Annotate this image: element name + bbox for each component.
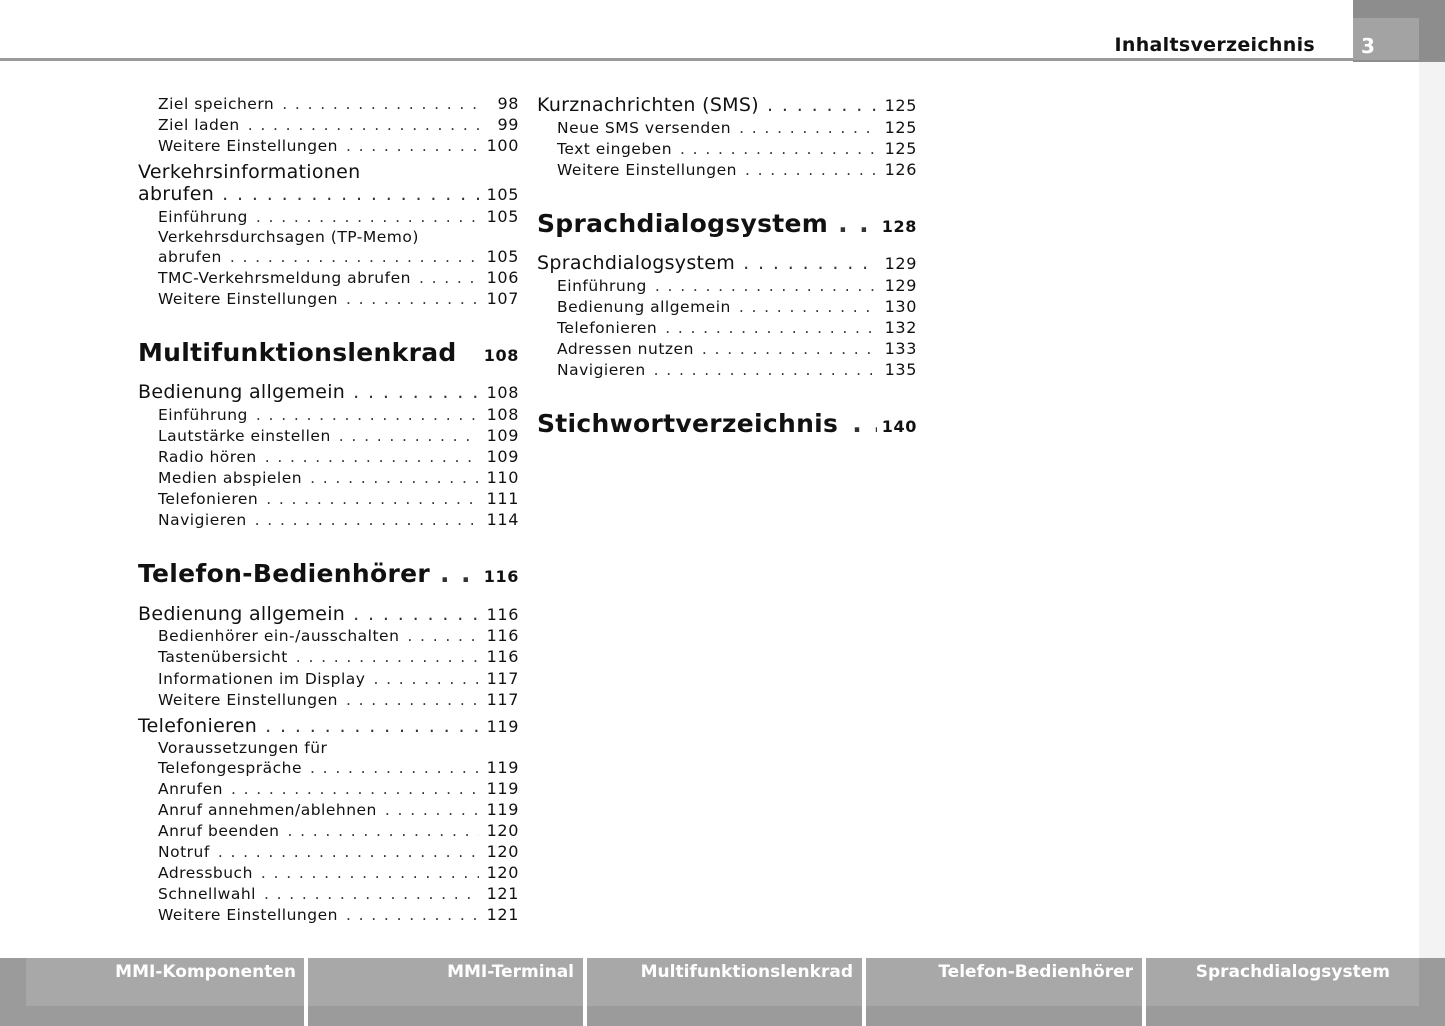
toc-chapter[interactable]: Multifunktionslenkrad 108	[138, 338, 519, 367]
page-title: Inhaltsverzeichnis	[1114, 34, 1315, 56]
tab-telefon-bedienhoerer[interactable]: Telefon-Bedienhörer	[938, 962, 1133, 982]
toc-entry[interactable]: TMC-Verkehrsmeldung abrufen . . . 106	[138, 268, 519, 287]
toc-entry[interactable]: Einführung . . . 108	[138, 405, 519, 424]
toc-entry[interactable]: Tastenübersicht . . . 116	[138, 647, 519, 666]
toc-entry[interactable]: Navigieren . . . 135	[537, 360, 917, 379]
toc-entry[interactable]: Notruf . . . 120	[138, 842, 519, 861]
toc-entry[interactable]: Radio hören . . . 109	[138, 447, 519, 466]
toc-entry[interactable]: Bedienung allgemein . . . 108	[138, 381, 519, 403]
page-edge-strip	[1419, 62, 1445, 958]
toc-entry[interactable]: abrufen . . . 105	[138, 247, 519, 266]
toc-entry[interactable]: Weitere Einstellungen . . . 107	[138, 289, 519, 308]
toc-entry[interactable]: Text eingeben . . . 125	[537, 139, 917, 158]
toc-entry[interactable]: Informationen im Display . . . 117	[138, 669, 519, 688]
toc-entry[interactable]: Navigieren . . . 114	[138, 510, 519, 529]
toc-entry[interactable]: Adressbuch . . . 120	[138, 863, 519, 882]
toc-entry[interactable]: Bedienung allgemein . . . 130	[537, 297, 917, 316]
tab-mmi-komponenten[interactable]: MMI-Komponenten	[115, 962, 296, 982]
toc-entry[interactable]: abrufen . . . 105	[138, 183, 519, 205]
toc-entry[interactable]: Neue SMS versenden . . . 125	[537, 118, 917, 137]
toc-entry[interactable]: Kurznachrichten (SMS) . . . 125	[537, 94, 917, 116]
toc-entry[interactable]: Anruf beenden . . . 120	[138, 821, 519, 840]
toc-entry[interactable]: Weitere Einstellungen . . . 126	[537, 160, 917, 179]
page-number: 3	[1361, 34, 1375, 58]
toc-entry[interactable]: Telefonieren . . . 132	[537, 318, 917, 337]
tab-sprachdialogsystem[interactable]: Sprachdialogsystem	[1195, 962, 1390, 982]
toc-chapter[interactable]: Stichwortverzeichnis . . . 140	[537, 409, 917, 438]
toc-entry[interactable]: Einführung . . . 105	[138, 207, 519, 226]
toc-entry[interactable]: Medien abspielen . . . 110	[138, 468, 519, 487]
header-rule	[0, 58, 1353, 61]
toc-entry-line1[interactable]: Verkehrsinformationen	[138, 161, 361, 183]
toc-entry[interactable]: Weitere Einstellungen . . . 121	[138, 905, 519, 924]
tab-mmi-terminal[interactable]: MMI-Terminal	[447, 962, 574, 982]
toc-entry[interactable]: Ziel laden . . . 99	[138, 115, 519, 134]
toc-entry[interactable]: Telefongespräche . . . 119	[138, 758, 519, 777]
toc-entry-line1[interactable]: Voraussetzungen für	[158, 739, 328, 757]
toc-entry[interactable]: Telefonieren . . . 119	[138, 715, 519, 737]
toc-entry[interactable]: Weitere Einstellungen . . . 100	[138, 136, 519, 155]
toc-chapter[interactable]: Sprachdialogsystem . . . 128	[537, 209, 917, 238]
toc-entry[interactable]: Sprachdialogsystem . . . 129	[537, 252, 917, 274]
toc-entry[interactable]: Lautstärke einstellen . . . 109	[138, 426, 519, 445]
toc-entry[interactable]: Telefonieren . . . 111	[138, 489, 519, 508]
toc-entry[interactable]: Ziel speichern . . . 98	[138, 94, 519, 113]
toc-entry[interactable]: Anruf annehmen/ablehnen . . . 119	[138, 800, 519, 819]
toc-entry[interactable]: Weitere Einstellungen . . . 117	[138, 690, 519, 709]
toc-entry[interactable]: Adressen nutzen . . . 133	[537, 339, 917, 358]
toc-entry[interactable]: Schnellwahl . . . 121	[138, 884, 519, 903]
tab-multifunktionslenkrad[interactable]: Multifunktionslenkrad	[640, 962, 853, 982]
toc-entry-line1[interactable]: Verkehrsdurchsagen (TP-Memo)	[158, 228, 419, 246]
toc-entry[interactable]: Bedienung allgemein . . . 116	[138, 603, 519, 625]
toc-entry[interactable]: Einführung . . . 129	[537, 276, 917, 295]
toc-entry[interactable]: Bedienhörer ein-/ausschalten . . . 116	[138, 626, 519, 645]
toc-chapter[interactable]: Telefon-Bedienhörer . . . 116	[138, 559, 519, 588]
toc-entry[interactable]: Anrufen . . . 119	[138, 779, 519, 798]
